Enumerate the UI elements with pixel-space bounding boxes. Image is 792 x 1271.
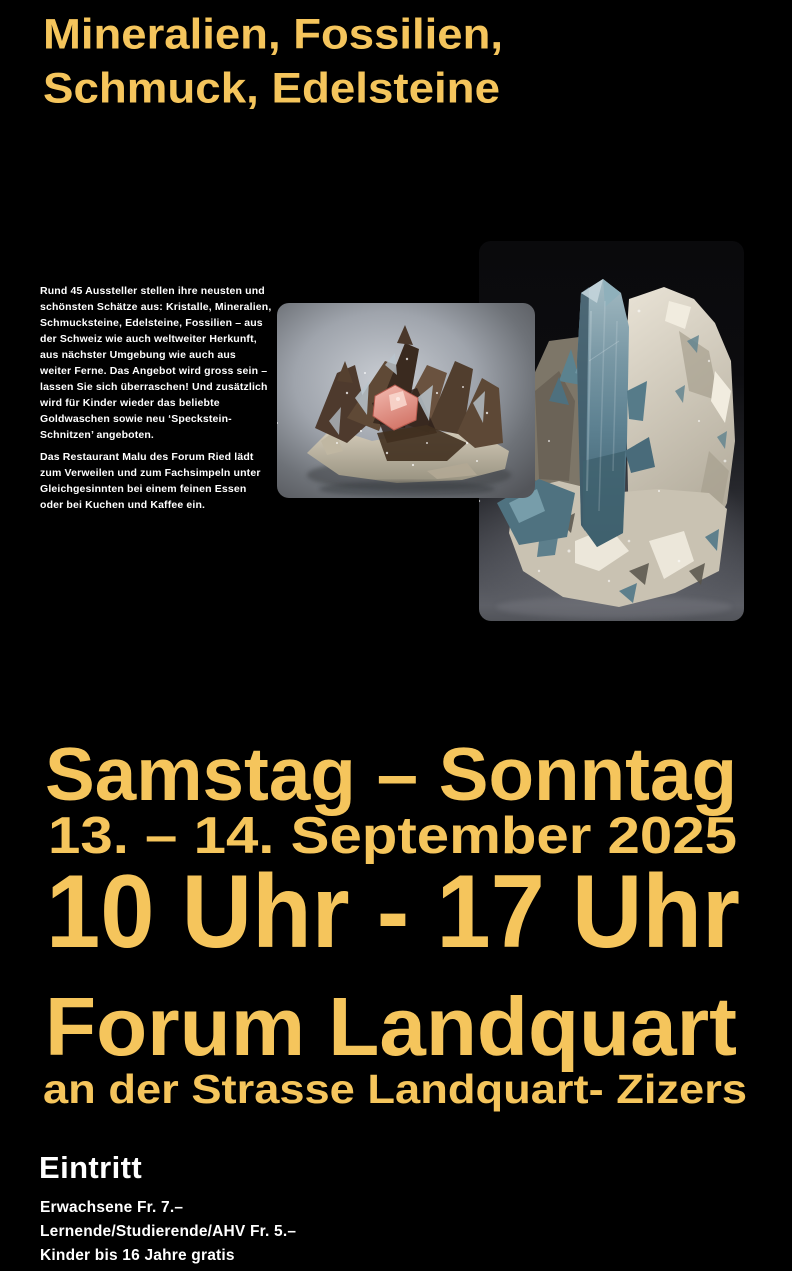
intro-text [40, 283, 271, 513]
admission-price-students: Lernende/Studierende/AHV Fr. 5.– [40, 1223, 297, 1240]
photo-smoky-quartz [277, 303, 535, 498]
admission-price-children: Kinder bis 16 Jahre gratis [40, 1247, 235, 1264]
body-text-line: lassen Sie sich überraschen! Und zusätzlich [40, 381, 268, 393]
body-text-line: aus nächster Umgebung wie auch aus [40, 349, 236, 361]
admission-heading: Eintritt [39, 1150, 143, 1185]
admission-prices [40, 1196, 296, 1268]
intro-paragraph-2 [40, 449, 271, 513]
body-text-line: Das Restaurant Malu des Forum Ried lädt [40, 451, 254, 463]
body-text-line: Rund 45 Aussteller stellen ihre neusten und [40, 285, 265, 297]
body-text-line: zum Verweilen und zum Fachsimpeln unter [40, 467, 261, 479]
page-title-line-2: Schmuck, Edelsteine [43, 64, 500, 113]
event-venue-text: Forum Landquart [45, 985, 737, 1073]
event-days-text: Samstag – Sonntag [45, 732, 737, 816]
body-text-line: schönsten Schätze aus: Kristalle, Mineralien, [40, 301, 272, 313]
event-address-text: an der Strasse Landquart- Zizers [43, 1066, 747, 1112]
event-hours-headline [0, 855, 792, 965]
smoky-quartz-illustration [277, 303, 535, 498]
body-text-line: weiter Ferne. Das Angebot wird gross sein – [40, 365, 268, 377]
event-hours-text: 10 Uhr - 17 Uhr [46, 855, 740, 965]
body-text-line: Gleichgesinnten bei einem feinen Essen [40, 483, 247, 495]
page-title [0, 8, 792, 114]
body-text-line: der Schweiz wie auch weltweiter Herkunft, [40, 333, 257, 345]
body-text-line: wird für Kinder wieder das beliebte [40, 397, 220, 409]
body-text-line: Schmucksteine, Edelsteine, Fossilien – aus [40, 317, 263, 329]
intro-paragraph-1 [40, 283, 271, 443]
body-text-line: oder bei Kuchen und Kaffee ein. [40, 499, 206, 511]
body-text-line: Schnitzen’ angeboten. [40, 429, 154, 441]
admission-price-adults: Erwachsene Fr. 7.– [40, 1199, 184, 1216]
event-dates-text: 13. – 14. September 2025 [48, 807, 737, 865]
event-address-headline [0, 1060, 792, 1115]
body-text-line: Goldwaschen sowie neu ‘Speckstein- [40, 413, 232, 425]
page-title-line-1: Mineralien, Fossilien, [43, 10, 503, 59]
